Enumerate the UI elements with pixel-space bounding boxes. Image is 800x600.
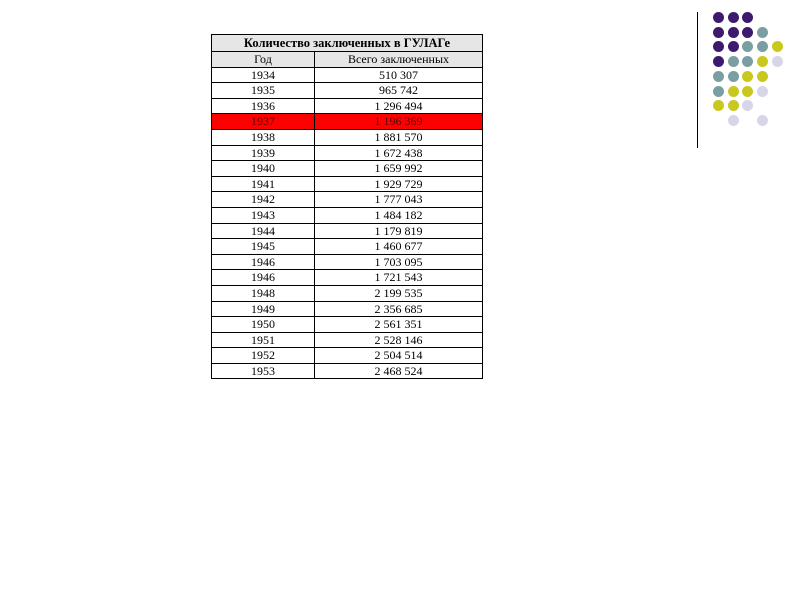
cell-year: 1938 [212,129,315,145]
table-row [212,98,483,114]
cell-total: 1 929 729 [315,176,483,192]
cell-year: 1944 [212,223,315,239]
dot-purple [713,41,724,52]
table-row [212,332,483,348]
cell-year: 1945 [212,239,315,255]
gulag-prisoners-table [211,34,483,379]
table-title-row [212,35,483,52]
dot-teal [728,56,739,67]
dot-purple [742,27,753,38]
dot-purple [713,12,724,23]
cell-year: 1951 [212,332,315,348]
dot-olive [757,71,768,82]
dot-olive [757,56,768,67]
dot-olive [728,86,739,97]
cell-year: 1952 [212,348,315,364]
table-row [212,83,483,99]
dot-purple [728,41,739,52]
table-row [212,254,483,270]
cell-year: 1946 [212,254,315,270]
table-row [212,317,483,333]
table-row [212,239,483,255]
table-row [212,348,483,364]
dot-purple [742,12,753,23]
cell-total: 1 721 543 [315,270,483,286]
cell-year: 1939 [212,145,315,161]
table-row [212,301,483,317]
dot-lavender [742,100,753,111]
table-row [212,192,483,208]
cell-total: 1 179 819 [315,223,483,239]
table-row [212,207,483,223]
cell-year: 1953 [212,363,315,379]
cell-total: 2 356 685 [315,301,483,317]
cell-year: 1941 [212,176,315,192]
table-row [212,363,483,379]
cell-year: 1943 [212,207,315,223]
dot-lavender [772,56,783,67]
cell-year: 1940 [212,161,315,177]
dot-teal [742,56,753,67]
table-header-row [212,52,483,68]
table-body [212,67,483,379]
table-row [212,161,483,177]
cell-total: 2 199 535 [315,285,483,301]
dot-teal [713,71,724,82]
dot-olive [728,100,739,111]
cell-year: 1942 [212,192,315,208]
table-row [212,270,483,286]
dot-olive [742,86,753,97]
cell-total: 2 528 146 [315,332,483,348]
cell-total: 965 742 [315,83,483,99]
table-row [212,176,483,192]
table-row [212,67,483,83]
cell-total: 1 296 494 [315,98,483,114]
cell-total: 1 484 182 [315,207,483,223]
dot-lavender [757,86,768,97]
dot-purple [713,27,724,38]
cell-total: 1 460 677 [315,239,483,255]
cell-year: 1946 [212,270,315,286]
dot-teal [728,71,739,82]
cell-total: 1 777 043 [315,192,483,208]
dot-purple [713,56,724,67]
cell-year: 1937 [212,114,315,130]
cell-total: 2 468 524 [315,363,483,379]
dot-purple [728,27,739,38]
cell-year: 1936 [212,98,315,114]
cell-year: 1935 [212,83,315,99]
cell-total: 1 703 095 [315,254,483,270]
cell-year: 1948 [212,285,315,301]
cell-total: 1 672 438 [315,145,483,161]
cell-year: 1949 [212,301,315,317]
dot-purple [728,12,739,23]
column-header-total: Всего заключенных [315,52,483,68]
dot-lavender [757,115,768,126]
dot-olive [742,71,753,82]
cell-total: 2 561 351 [315,317,483,333]
cell-year: 1934 [212,67,315,83]
table-title: Количество заключенных в ГУЛАГе [212,35,483,52]
cell-year: 1950 [212,317,315,333]
cell-total: 2 504 514 [315,348,483,364]
dot-teal [757,27,768,38]
table-row [212,114,483,130]
cell-total: 510 307 [315,67,483,83]
cell-total: 1 881 570 [315,129,483,145]
dot-teal [713,86,724,97]
dot-teal [742,41,753,52]
dot-lavender [728,115,739,126]
decorative-vertical-line [697,12,698,148]
dot-olive [772,41,783,52]
table-row [212,285,483,301]
cell-total: 1 659 992 [315,161,483,177]
table-row [212,129,483,145]
dot-teal [757,41,768,52]
cell-total: 1 196 369 [315,114,483,130]
column-header-year: Год [212,52,315,68]
table-row [212,223,483,239]
dot-olive [713,100,724,111]
table-row [212,145,483,161]
